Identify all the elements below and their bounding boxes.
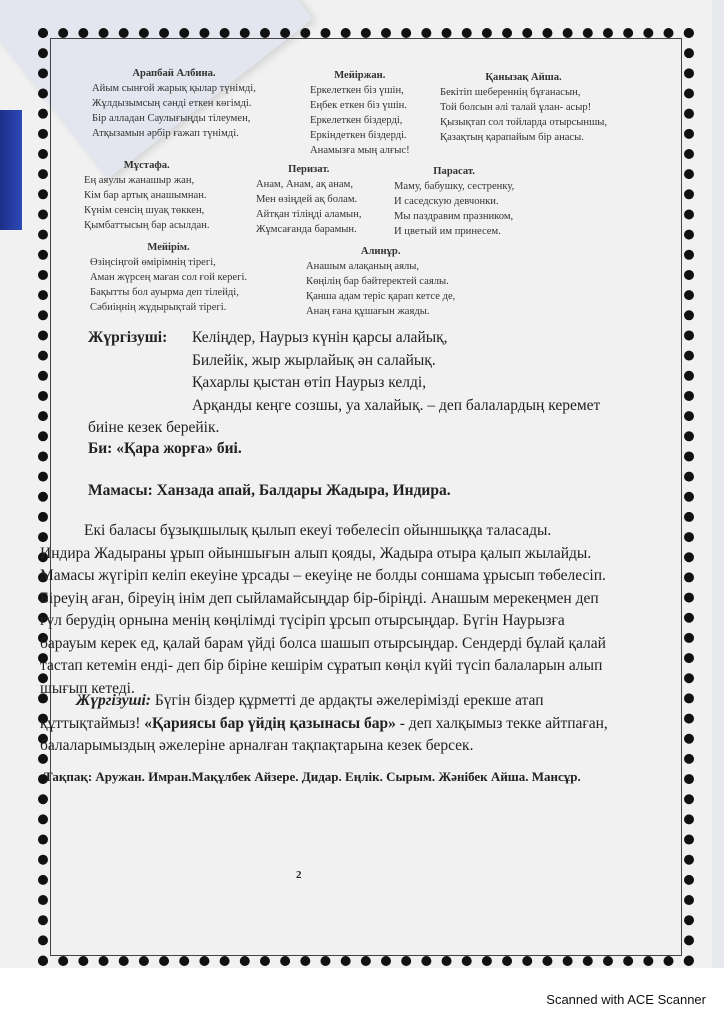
host-label: Жүргізуші: [88, 329, 168, 346]
paragraph-line: Біреуің аған, біреуің інім деп сыйламайсыңдар бір-біріңді. Анашым мерекеңмен деп [40, 589, 599, 607]
poem-line: Бақытты бол ауырма деп тілейді, [90, 287, 239, 298]
poem-line: Айым сынғой жарық қылар түнімді, [92, 83, 256, 94]
page-number: 2 [296, 869, 302, 881]
paragraph-line: Индира Жадыраны ұрып ойыншығын алып қояды, Жадыра отыра қалып жылайды. [40, 544, 592, 562]
poem-line: И саседскую девчонки. [394, 196, 499, 207]
poem-line: Жұмсағанда барамын. [256, 224, 357, 235]
poem-line: Еркелеткен біздерді, [310, 115, 403, 126]
poem-title: Қанызақ Айша. [485, 72, 562, 83]
poem-title: Алинұр. [360, 246, 401, 257]
paragraph-line: Екі баласы бұзықшылық қылып екеуі төбелесіп ойыншыққа таласады. [84, 522, 552, 539]
host-paragraph [40, 690, 680, 758]
poem-title: Мейіржан. [334, 70, 386, 81]
paragraph-line: Бүгін біздер құрметті де ардақты әжелерімізді ерекше атап [154, 692, 544, 709]
host-label: Жүргізуші: [76, 692, 151, 709]
paragraph-line: шығып кетеді. [40, 679, 135, 697]
poem-line: Мен өзіңдей ақ болам. [256, 194, 358, 205]
poem-line: Еркелеткен біз үшін, [310, 85, 404, 96]
cast-line: Мамасы: Ханзада апай, Балдары Жадыра, Индира. [88, 482, 451, 499]
verse-line: Билейік, жыр жырлайық ән салайық. [192, 351, 436, 369]
poem-meirzhan [310, 68, 410, 158]
poem-line: Айтқан тіліңді аламын, [256, 209, 362, 220]
poem-line: Анаң ғана құшағын жаяды. [306, 306, 430, 317]
blue-folder-edge [0, 110, 22, 230]
verse-tail: биіне кезек берейік. [88, 419, 220, 436]
paragraph-line: тастап кетемін енді- деп бір біріне кешірім сұратып көңіл күйі түсіп балаларын алып [40, 657, 603, 674]
poem-line: Қымбаттысың бар асылдан. [84, 220, 210, 231]
verse-line: Қахарлы қыстан өтіп Наурыз келді, [192, 374, 427, 391]
paragraph-line: гүл берудің орнына менің көңілімді түсіріп ұрсып отырсыңдар. Бүгін Наурызға [40, 612, 565, 629]
poem-title: Парасат. [433, 166, 475, 177]
poem-mustafa [84, 158, 209, 233]
scanner-watermark: Scanned with ACE Scanner [546, 992, 706, 1007]
proverb: «Қариясы бар үйдің қазынасы бар» [144, 714, 396, 732]
poem-line: Күнім сенсің шуақ төккен, [84, 205, 205, 216]
poem-line: Жұлдызымсың сәнді еткен көгімді. [92, 98, 252, 109]
poem-line: Еңбек еткен біз үшін. [310, 100, 408, 111]
takpak-line: Тақпақ: Аружан. Имран.Мақұлбек Айзере. Дидар. Еңлік. Сырым. Жәнібек Айша. Мансұр. [44, 769, 581, 784]
poem-alinur [306, 244, 455, 319]
poem-line: Маму, бабушку, сестренку, [394, 181, 515, 192]
poem-title: Перизат. [288, 164, 330, 175]
poem-line: И цветый им принесем. [394, 226, 501, 237]
poem-line: Көңілің бар бәйтеректей саялы. [306, 276, 449, 287]
paragraph-line: барауым керек ед, қалай барам үйді болса шашып отырсыңдар. Сендерді бұлай қалай [40, 634, 606, 652]
paragraph-text: құттықтаймыз! [40, 714, 145, 732]
verse-line: Арқанды кеңге созшы, уа халайық. – деп балалардың керемет [192, 396, 601, 414]
poem-title: Арапбай Албина. [132, 68, 216, 79]
verse-line: Келіңдер, Наурыз күнін қарсы алайық, [192, 329, 448, 346]
poem-line: Атқызамын әрбір ғажап түнімді. [92, 128, 239, 139]
poem-title: Мұстафа. [123, 160, 170, 171]
poem-meirim [90, 240, 247, 315]
poem-line: Анам, Анам, ақ анам, [256, 179, 353, 190]
poem-parasat [394, 164, 514, 239]
paragraph-line: Мамасы жүгіріп келіп екеуіне ұрсады – екеуіңе не болды соншама ұрысып төбелесіп. [40, 567, 606, 584]
dance-title: Би: «Қара жорға» биі. [88, 440, 242, 457]
poem-line: Анамызға мың алғыс! [310, 145, 410, 156]
poem-line: Анашым алақаның аялы, [306, 261, 420, 272]
poem-aisha [440, 70, 607, 145]
paragraph-text: - деп халқымыз текке айтпаған, [395, 714, 608, 732]
poem-line: Сәбиіңнің жұдырықтай тірегі. [90, 302, 227, 313]
poem-line: Еркіндеткен біздерді. [310, 130, 407, 141]
poem-line: Мы паздравим празником, [394, 211, 514, 222]
host-verse [46, 327, 670, 440]
poem-albina [92, 66, 256, 141]
poem-line: Қазақтың қарапайым бір анасы. [440, 132, 584, 143]
paragraph-line: балаларымыздың әжелеріне арналған тақпақтарына кезек берсек. [40, 737, 474, 754]
poem-line: Бекітіп шебереннің бұғанасын, [440, 87, 581, 98]
poem-line: Аман жүрсең маған сол ғой керегі. [90, 272, 248, 283]
poem-perizat [256, 162, 362, 237]
poem-title: Мейірім. [147, 242, 190, 253]
poem-line: Той болсын әлі талай ұлан- асыр! [440, 102, 592, 113]
poem-line: Бір алладан Саулығыңды тілеумен, [92, 113, 251, 124]
poem-line: Қанша адам теріс қарап кетсе де, [306, 291, 456, 302]
poem-line: Өзіңсіңгой өмірімнің тірегі, [90, 257, 216, 268]
poem-line: Ең аяулы жанашыр жан, [84, 175, 195, 186]
poem-line: Кім бар артық анашымнан. [84, 190, 207, 201]
poem-line: Қызықтап сол тойларда отырсыншы, [440, 117, 608, 128]
scene-paragraph [40, 520, 680, 700]
